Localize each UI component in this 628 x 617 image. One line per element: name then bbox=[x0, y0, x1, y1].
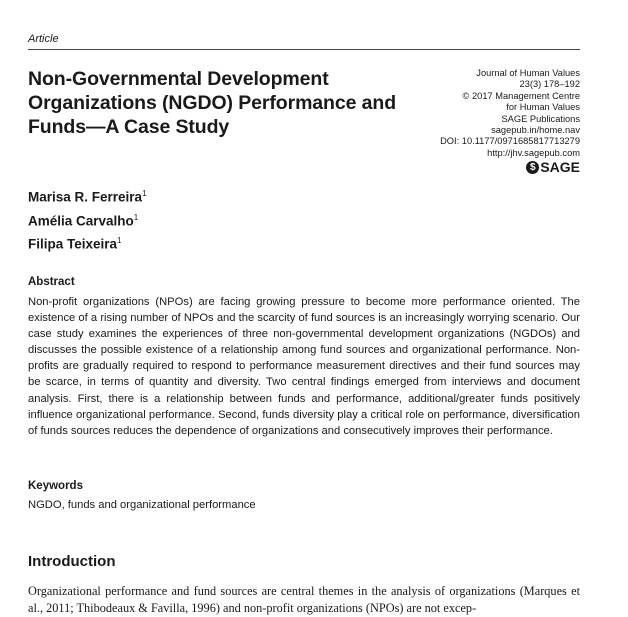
sage-logo-text: SAGE bbox=[540, 159, 580, 176]
journal-publisher-link[interactable]: sagepub.in/home.nav bbox=[491, 125, 580, 136]
author: Marisa R. Ferreira$^1$ bbox=[28, 189, 147, 205]
journal-copyright-holder: for Human Values bbox=[506, 102, 580, 113]
journal-name: Journal of Human Values bbox=[476, 68, 580, 78]
introduction-text: Organizational performance and fund sources are central themes in the analysis of organizations (Marques et al., 2011; Thibodeaux & Favilla, 1996) and non-profit organizations (NPOs) are not excep- bbox=[28, 584, 580, 615]
sage-logo-icon: $ bbox=[526, 161, 539, 174]
abstract-text: Non-profit organizations (NPOs) are facing growing pressure to become more performance oriented. The existence of a rising number of NPOs and the scarcity of fund sources is an increasingly worrying scenario. Our case study examines the experiences of three non-governmental development organizations (NGDOs) and discusses the possible existence of a relationship among fund sources and organizational performance. Non-profits are gradually required to respond to performance measurement directives and their fund sources may be scarce, in terms of quantity and diversity. Two central findings emerged from interviews and document analysis. First, there is a relationship between funds and performance, additional/greater funds positively influence organizational performance. Second, funds diversity play a critical role on performance, diversification of funds sources reduces the dependence of organizations and consecutively improves their performance. bbox=[28, 296, 580, 437]
article-type-label: Article bbox=[28, 33, 59, 45]
journal-volume: 23(3) 178–192 bbox=[519, 79, 580, 90]
header-rule bbox=[28, 49, 580, 50]
keywords-heading: Keywords bbox=[28, 480, 83, 492]
author: Amélia Carvalho$^1$ bbox=[28, 212, 139, 228]
keywords-text: NGDO, funds and organizational performance bbox=[28, 499, 256, 511]
journal-url[interactable]: http://jhv.sagepub.com bbox=[487, 147, 580, 158]
affiliation-mark: 1 bbox=[117, 236, 122, 245]
journal-doi[interactable]: DOI: 10.1177/0971685817713279 bbox=[440, 136, 580, 147]
paper-title: Non-Governmental Development Organizations (NGDO) Performance and Funds—A Case Study bbox=[28, 68, 397, 138]
affiliation-mark: 1 bbox=[133, 212, 139, 222]
journal-copyright: © 2017 Management Centre bbox=[462, 90, 580, 101]
abstract-heading: Abstract bbox=[28, 276, 75, 288]
journal-publisher: SAGE Publications bbox=[501, 113, 580, 124]
journal-info bbox=[360, 68, 580, 174]
sage-logo bbox=[526, 161, 580, 174]
introduction-heading: Introduction bbox=[28, 553, 116, 570]
affiliation-mark: 1 bbox=[142, 189, 147, 198]
author: Filipa Teixeira$^1$ bbox=[28, 236, 122, 252]
author-list bbox=[28, 184, 147, 255]
